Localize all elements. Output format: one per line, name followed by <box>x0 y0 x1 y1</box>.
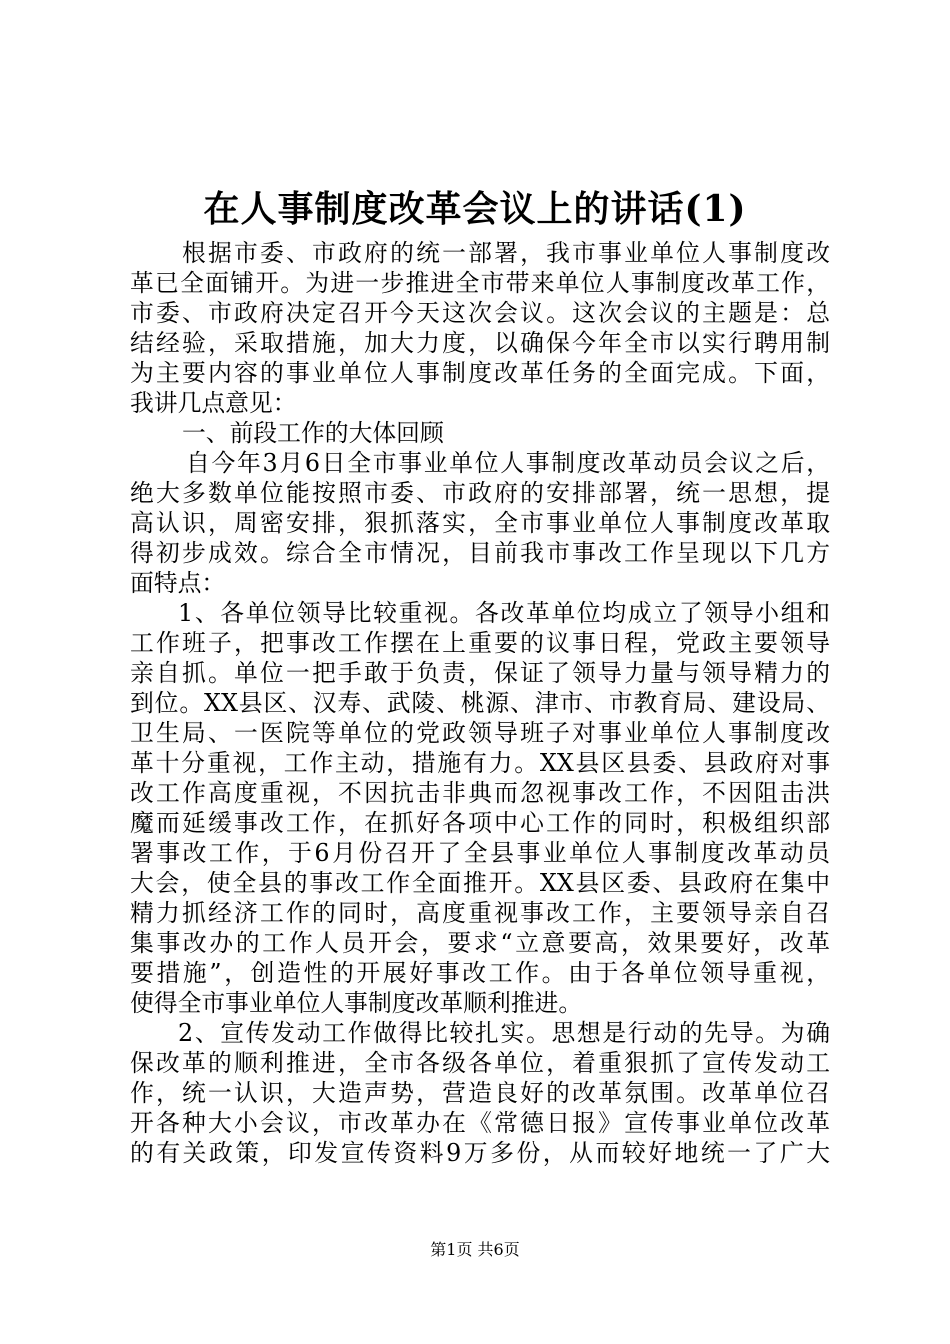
text-line: 作，统一认识，大造声势，营造良好的改革氛围。改革单位召 <box>130 1079 830 1107</box>
text-line: 署事改工作，于6月份召开了全县事业单位人事制度改革动员 <box>130 839 830 867</box>
text-line: 面特点： <box>130 569 226 597</box>
text-line: 魔而延缓事改工作，在抓好各项中心工作的同时，积极组织部 <box>130 809 830 837</box>
text-line: 集事改办的工作人员开会，要求“立意要高，效果要好，改革 <box>130 929 830 957</box>
text-line: 到位。XX县区、汉寿、武陵、桃源、津市、市教育局、建设局、 <box>130 689 830 717</box>
text-line: 为主要内容的事业单位人事制度改革任务的全面完成。下面， <box>130 359 830 387</box>
text-line: 革十分重视，工作主动，措施有力。XX县区县委、县政府对事 <box>130 749 830 777</box>
text-line: 保改革的顺利推进，全市各级各单位，着重狠抓了宣传发动工 <box>130 1049 830 1077</box>
text-line: 大会，使全县的事改工作全面推开。XX县区委、县政府在集中 <box>130 869 830 897</box>
text-line: 1、各单位领导比较重视。各改革单位均成立了领导小组和 <box>178 599 830 627</box>
paragraph <box>130 1018 830 1168</box>
text-line: 结经验，采取措施，加大力度，以确保今年全市以实行聘用制 <box>130 329 830 357</box>
text-line: 卫生局、一医院等单位的党政领导班子对事业单位人事制度改 <box>130 719 830 747</box>
document-title: 在人事制度改革会议上的讲话(1) <box>203 188 747 230</box>
document-body <box>130 238 830 1168</box>
text-line: 得初步成效。综合全市情况，目前我市事改工作呈现以下几方 <box>130 539 830 567</box>
text-line: 高认识，周密安排，狠抓落实，全市事业单位人事制度改革取 <box>130 509 830 537</box>
paragraph <box>130 238 830 418</box>
text-line: 开各种大小会议，市改革办在《常德日报》宣传事业单位改革 <box>130 1109 830 1137</box>
text-line: 精力抓经济工作的同时，高度重视事改工作，主要领导亲自召 <box>130 899 830 927</box>
text-line: 2、宣传发动工作做得比较扎实。思想是行动的先导。为确 <box>178 1019 830 1047</box>
paragraph <box>130 448 830 598</box>
text-line: 根据市委、市政府的统一部署，我市事业单位人事制度改 <box>182 239 830 267</box>
text-line: 使得全市事业单位人事制度改革顺利推进。 <box>130 989 583 1017</box>
text-line: 一、前段工作的大体回顾 <box>182 419 444 447</box>
text-line: 改工作高度重视，不因抗击非典而忽视事改工作，不因阻击洪 <box>130 779 830 807</box>
page-footer: 第1页 共6页 <box>430 1240 520 1259</box>
text-line: 市委、市政府决定召开今天这次会议。这次会议的主题是：总 <box>130 299 830 327</box>
text-line: 我讲几点意见： <box>130 389 297 417</box>
text-line: 绝大多数单位能按照市委、市政府的安排部署，统一思想，提 <box>130 479 830 507</box>
text-line: 亲自抓。单位一把手敢于负责，保证了领导力量与领导精力的 <box>130 659 830 687</box>
text-line: 工作班子，把事改工作摆在上重要的议事日程，党政主要领导 <box>130 629 830 657</box>
text-line: 要措施”，创造性的开展好事改工作。由于各单位领导重视， <box>130 959 830 987</box>
text-line: 的有关政策，印发宣传资料9万多份，从而较好地统一了广大 <box>130 1139 830 1167</box>
paragraph <box>130 598 830 1018</box>
text-line: 革已全面铺开。为进一步推进全市带来单位人事制度改革工作， <box>130 269 830 297</box>
section-heading <box>130 418 830 448</box>
text-line: 自今年3月6日全市事业单位人事制度改革动员会议之后， <box>186 449 830 477</box>
